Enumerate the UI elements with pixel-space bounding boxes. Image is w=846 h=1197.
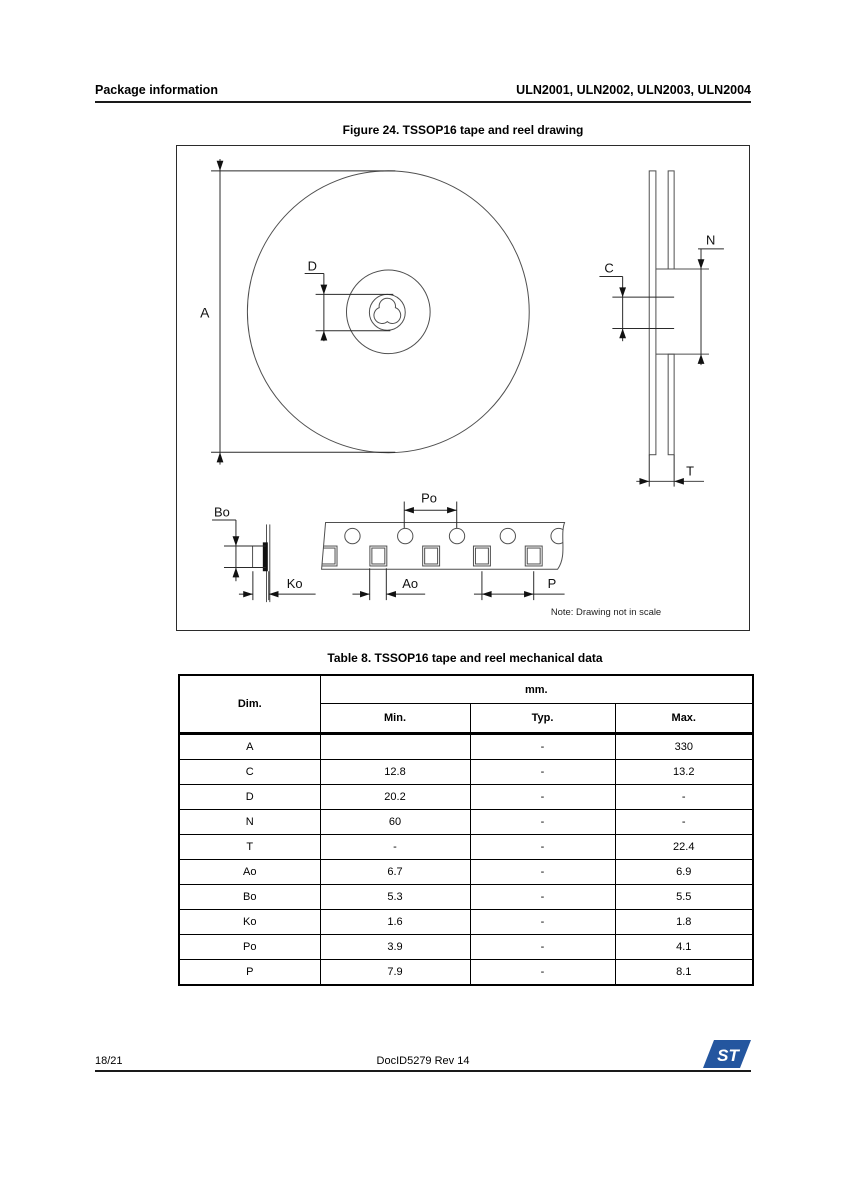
cell-max: 6.9 (615, 860, 753, 885)
reel-side-view (649, 171, 709, 455)
st-logo-text: ST (717, 1046, 739, 1065)
table-body (179, 734, 753, 986)
cell-max: 4.1 (615, 935, 753, 960)
dimension-bo (212, 504, 266, 581)
mechanical-data-table (178, 674, 754, 986)
pocket-side-view (253, 524, 270, 602)
column-header-max: Max. (615, 704, 753, 734)
dim-label-po: Po (421, 490, 438, 506)
table-row (179, 734, 753, 760)
cell-dim: Ao (179, 860, 320, 885)
cell-typ: - (470, 760, 615, 785)
cell-max: 8.1 (615, 960, 753, 986)
cell-min (320, 734, 470, 760)
figure-caption: Figure 24. TSSOP16 tape and reel drawing (342, 123, 584, 137)
cell-max: 5.5 (615, 885, 753, 910)
carrier-tape-strip (320, 522, 566, 569)
cell-dim: P (179, 960, 320, 986)
cell-min: 3.9 (320, 935, 470, 960)
table-row (179, 960, 753, 986)
cell-min: 7.9 (320, 960, 470, 986)
cell-dim: D (179, 785, 320, 810)
table-header-row-units (179, 675, 753, 704)
doc-id: DocID5279 Rev 14 (376, 1055, 470, 1067)
table-caption: Table 8. TSSOP16 tape and reel mechanical data (327, 651, 603, 665)
cell-typ: - (470, 860, 615, 885)
cell-typ: - (470, 960, 615, 986)
table-row (179, 910, 753, 935)
cell-min: 20.2 (320, 785, 470, 810)
cell-dim: A (179, 734, 320, 760)
table-row (179, 810, 753, 835)
header-section-title: Package information (95, 83, 218, 97)
dim-label-c: C (604, 260, 614, 276)
cell-dim: N (179, 810, 320, 835)
header-rule (95, 101, 751, 103)
dim-label-d: D (307, 258, 317, 274)
cell-dim: Bo (179, 885, 320, 910)
dimension-n (698, 233, 724, 366)
dimension-ko (239, 571, 316, 600)
dim-label-a: A (200, 304, 210, 321)
cell-max: - (615, 810, 753, 835)
table-row (179, 835, 753, 860)
reel-front-view (247, 171, 529, 453)
column-header-dim: Dim. (179, 675, 320, 734)
cell-typ: - (470, 935, 615, 960)
cell-typ: - (470, 785, 615, 810)
dimension-p (474, 571, 565, 600)
cell-min: 5.3 (320, 885, 470, 910)
table-row (179, 785, 753, 810)
dimension-t (636, 455, 704, 487)
cell-typ: - (470, 885, 615, 910)
cell-dim: Ko (179, 910, 320, 935)
cell-typ: - (470, 810, 615, 835)
table-row (179, 885, 753, 910)
cell-max: 22.4 (615, 835, 753, 860)
cell-typ: - (470, 734, 615, 760)
column-header-typ: Typ. (470, 704, 615, 734)
st-logo-graphic (702, 1039, 752, 1069)
cell-min: - (320, 835, 470, 860)
dimension-c (599, 260, 674, 341)
cell-min: 1.6 (320, 910, 470, 935)
drawing-note: Note: Drawing not in scale (550, 607, 662, 619)
dim-label-bo: Bo (214, 504, 230, 520)
cell-typ: - (470, 835, 615, 860)
dim-label-n: N (705, 232, 716, 248)
cell-min: 60 (320, 810, 470, 835)
st-logo (702, 1039, 752, 1069)
page-number: 18/21 (95, 1055, 123, 1067)
dim-label-t: T (686, 463, 694, 479)
cell-typ: - (470, 910, 615, 935)
cell-max: 330 (615, 734, 753, 760)
table-row (179, 935, 753, 960)
cell-max: 1.8 (615, 910, 753, 935)
dimension-a (200, 159, 395, 465)
footer-rule (95, 1070, 751, 1072)
cell-max: - (615, 785, 753, 810)
cell-dim: Po (179, 935, 320, 960)
cell-dim: C (179, 760, 320, 785)
tape-features (320, 528, 566, 566)
dim-label-p: P (547, 576, 557, 592)
reel-hub-trefoil-hole (374, 298, 401, 323)
figure-frame (176, 145, 750, 631)
cell-dim: T (179, 835, 320, 860)
dim-label-ko: Ko (286, 576, 303, 592)
table-row (179, 860, 753, 885)
dim-label-ao: Ao (402, 576, 419, 592)
cell-max: 13.2 (615, 760, 753, 785)
cell-min: 6.7 (320, 860, 470, 885)
table-row (179, 760, 753, 785)
cell-min: 12.8 (320, 760, 470, 785)
header-product-list: ULN2001, ULN2002, ULN2003, ULN2004 (516, 83, 751, 97)
column-header-min: Min. (320, 704, 470, 734)
tape-and-reel-drawing (177, 146, 749, 630)
dimension-ao (352, 568, 425, 600)
column-header-unit: mm. (320, 675, 753, 704)
